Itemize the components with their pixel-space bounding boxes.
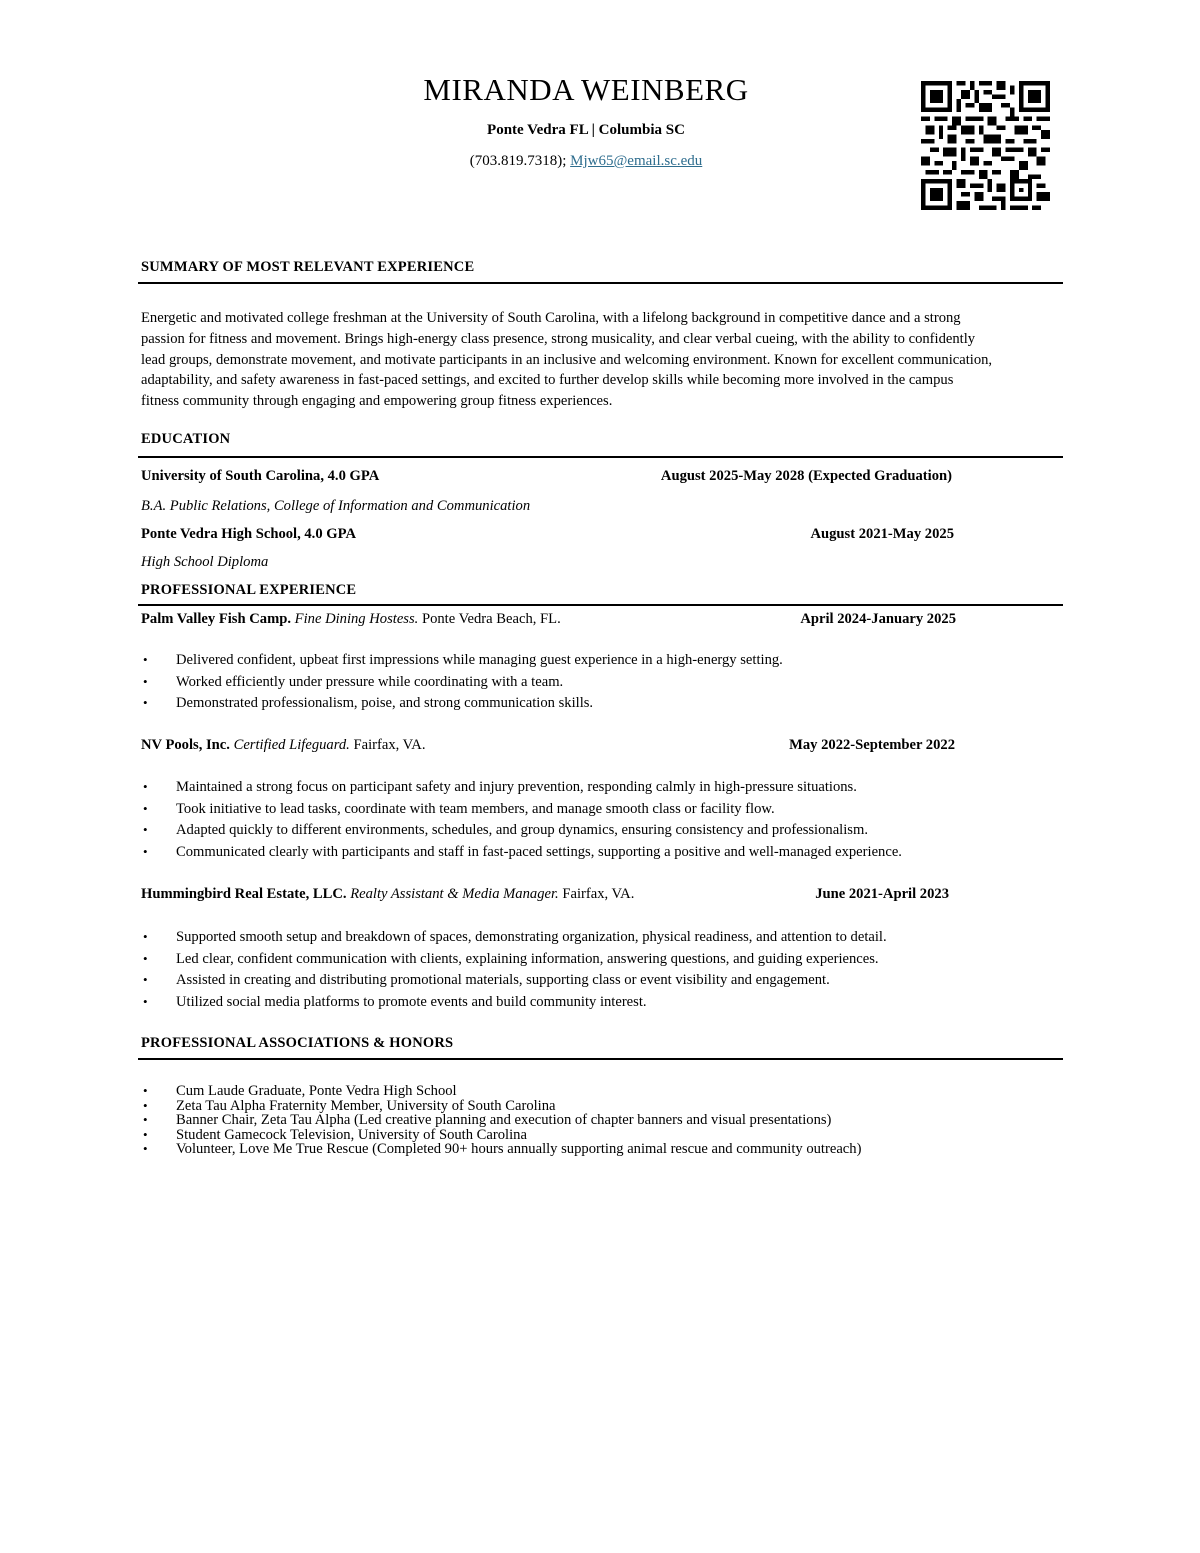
list-item: • Utilized social media platforms to promote events and build community interest. xyxy=(141,994,1021,1016)
degree-name: B.A. Public Relations, College of Information and Communication xyxy=(141,498,531,514)
employer-name: Hummingbird Real Estate, LLC. xyxy=(141,886,347,902)
candidate-location: Ponte Vedra FL | Columbia SC xyxy=(487,122,685,138)
summary-line: adaptability, and safety awareness in fast-paced settings, and excited to further develop skills while becoming more involved in the campus xyxy=(141,372,954,389)
honors-list xyxy=(141,1084,1021,1157)
summary-paragraph xyxy=(141,308,1063,412)
list-item: • Student Gamecock Television, University of South Carolina xyxy=(141,1128,1021,1143)
job-title-line xyxy=(141,737,426,754)
job-title-line xyxy=(141,886,634,903)
job-bullets xyxy=(141,929,1021,1016)
qr-code-icon xyxy=(921,81,1050,210)
education-dates: August 2025-May 2028 (Expected Graduation) xyxy=(660,468,952,484)
list-item: • Took initiative to lead tasks, coordinate with team members, and manage smooth class or facility flow. xyxy=(141,801,1021,823)
list-item: • Banner Chair, Zeta Tau Alpha (Led creative planning and execution of chapter banners and visual presentations) xyxy=(141,1113,1021,1128)
job-bullets xyxy=(141,779,1021,866)
summary-line: passion for fitness and movement. Brings high-energy class presence, strong musicality, and clear verbal cueing, with the ability to confidently xyxy=(141,330,976,347)
email-link[interactable]: Mjw65@email.sc.edu xyxy=(570,153,703,169)
summary-line: Energetic and motivated college freshman at the University of South Carolina, with a lifelong background in competitive dance and a strong xyxy=(141,310,961,326)
job-dates: June 2021-April 2023 xyxy=(815,886,949,902)
list-item: • Worked efficiently under pressure while coordinating with a team. xyxy=(141,674,1021,696)
school-name: Ponte Vedra High School, 4.0 GPA xyxy=(141,526,357,542)
job-location: Fairfax, VA. xyxy=(353,737,426,753)
phone-number: (703.819.7318); xyxy=(469,153,567,169)
list-item: • Led clear, confident communication with clients, explaining information, answering questions, and guiding experiences. xyxy=(141,951,1021,973)
list-item: • Zeta Tau Alpha Fraternity Member, University of South Carolina xyxy=(141,1099,1021,1114)
list-item: • Assisted in creating and distributing promotional materials, supporting class or event visibility and engagement. xyxy=(141,972,1021,994)
list-item: • Supported smooth setup and breakdown of spaces, demonstrating organization, physical readiness, and attention to detail. xyxy=(141,929,1021,951)
job-location: Ponte Vedra Beach, FL. xyxy=(421,611,561,627)
education-divider xyxy=(138,456,1063,458)
job-dates: May 2022-September 2022 xyxy=(789,737,955,753)
summary-line: fitness community through engaging and empowering group fitness experiences. xyxy=(141,393,613,410)
list-item: • Cum Laude Graduate, Ponte Vedra High School xyxy=(141,1084,1021,1099)
list-item: • Demonstrated professionalism, poise, and strong communication skills. xyxy=(141,695,1021,717)
list-item: • Delivered confident, upbeat first impressions while managing guest experience in a high-energy setting. xyxy=(141,652,1021,674)
candidate-name: MIRANDA WEINBERG xyxy=(423,72,749,107)
job-dates: April 2024-January 2025 xyxy=(800,611,956,627)
experience-divider xyxy=(138,604,1063,606)
list-item: • Volunteer, Love Me True Rescue (Completed 90+ hours annually supporting animal rescue and community outreach) xyxy=(141,1142,1021,1157)
degree-name: High School Diploma xyxy=(141,554,269,570)
employer-name: Palm Valley Fish Camp. xyxy=(141,611,292,627)
job-role: Fine Dining Hostess. xyxy=(294,611,419,627)
education-dates: August 2021-May 2025 xyxy=(810,526,954,542)
education-heading: EDUCATION xyxy=(141,431,231,447)
summary-heading: SUMMARY OF MOST RELEVANT EXPERIENCE xyxy=(141,259,475,275)
list-item: • Maintained a strong focus on participant safety and injury prevention, responding calmly in high-pressure situations. xyxy=(141,779,1021,801)
job-location: Fairfax, VA. xyxy=(562,886,635,902)
honors-divider xyxy=(138,1058,1063,1060)
honors-heading: PROFESSIONAL ASSOCIATIONS & HONORS xyxy=(141,1035,454,1051)
summary-divider xyxy=(138,282,1063,284)
job-role: Realty Assistant & Media Manager. xyxy=(350,886,559,902)
job-bullets xyxy=(141,652,1021,717)
job-role: Certified Lifeguard. xyxy=(233,737,350,753)
list-item: • Adapted quickly to different environments, schedules, and group dynamics, ensuring consistency and professionalism. xyxy=(141,822,1021,844)
summary-line: lead groups, demonstrate movement, and motivate participants in an inclusive and welcoming environment. Known for excellent communication, xyxy=(141,351,993,368)
experience-heading: PROFESSIONAL EXPERIENCE xyxy=(141,582,357,598)
job-title-line xyxy=(141,611,561,628)
employer-name: NV Pools, Inc. xyxy=(141,737,230,753)
school-name: University of South Carolina, 4.0 GPA xyxy=(141,468,380,484)
list-item: • Communicated clearly with participants and staff in fast-paced settings, supporting a positive and well-managed experience. xyxy=(141,844,1021,866)
